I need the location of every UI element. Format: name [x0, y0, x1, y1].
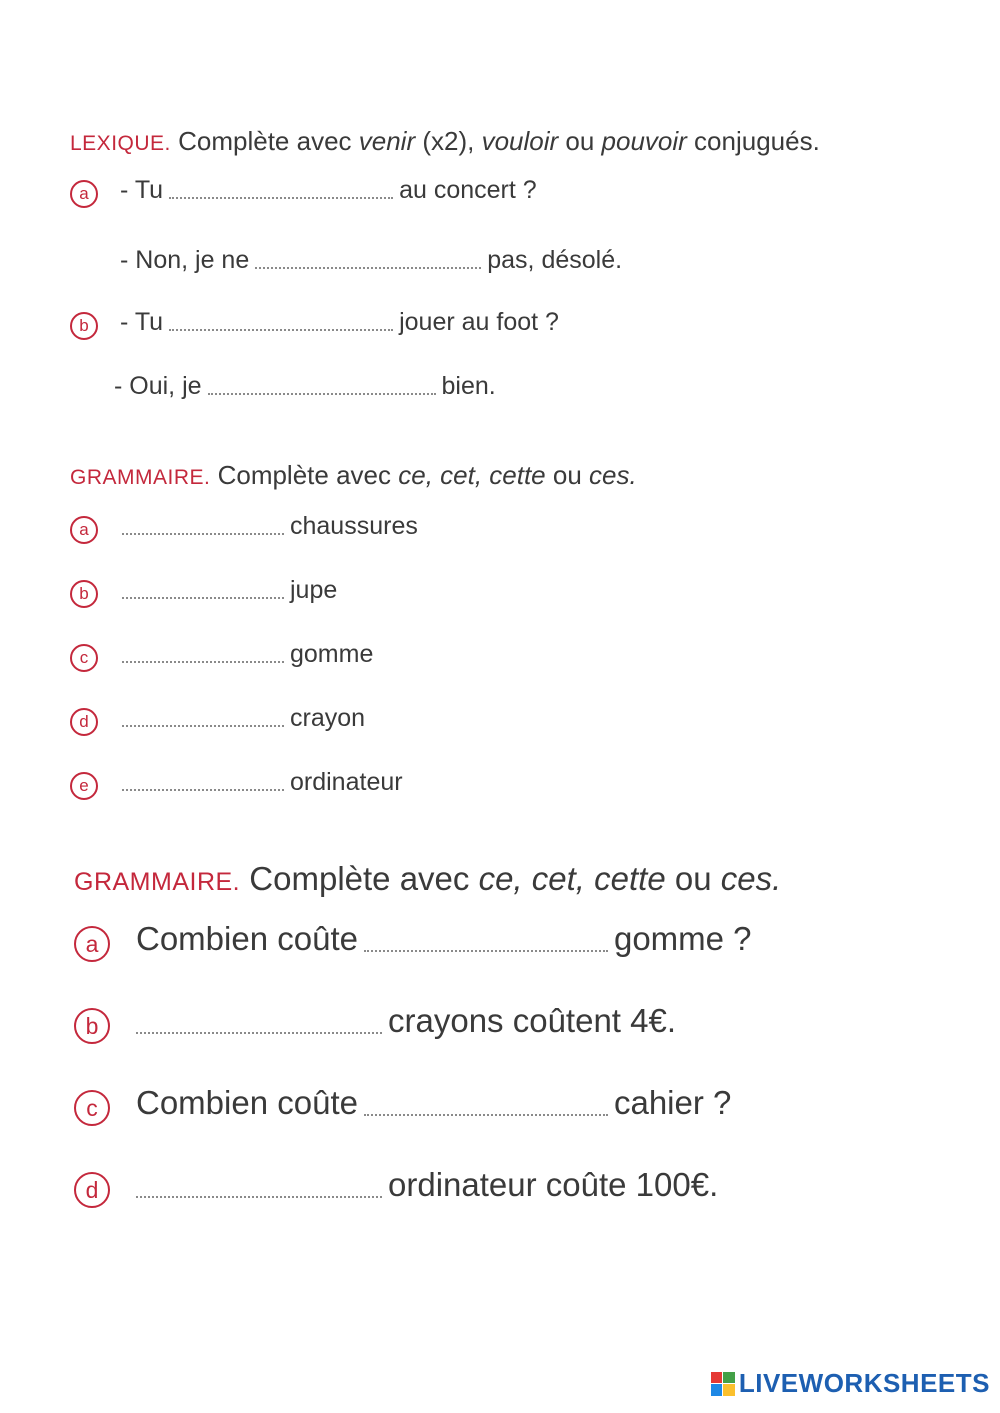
- item-letter-badge: b: [70, 580, 98, 608]
- section-keyword: LEXIQUE.: [70, 132, 171, 155]
- liveworksheets-watermark: [711, 1368, 990, 1399]
- item-letter-badge: a: [74, 926, 110, 962]
- exercise-line: crayons coûtent 4€.: [130, 1002, 676, 1040]
- exercise-line: - Tu jouer au foot ?: [120, 308, 559, 336]
- answer-blank[interactable]: [364, 1113, 608, 1116]
- section-grammaire-heading-large: GRAMMAIRE. Complète avec ce, cet, cette ou ces.: [74, 860, 782, 897]
- item-letter-badge: c: [70, 644, 98, 672]
- item-letter-badge: a: [70, 180, 98, 208]
- item-letter-badge: a: [70, 516, 98, 544]
- answer-blank[interactable]: [169, 328, 393, 331]
- item-letter-badge: c: [74, 1090, 110, 1126]
- exercise-line: Combien coûte gomme ?: [136, 920, 752, 957]
- item-letter-badge: d: [74, 1172, 110, 1208]
- exercise-line: ordinateur coûte 100€.: [130, 1166, 718, 1204]
- answer-blank[interactable]: [136, 1031, 382, 1034]
- item-letter-badge: e: [70, 772, 98, 800]
- exercise-line: Combien coûte cahier ?: [136, 1084, 732, 1121]
- item-letter-badge: b: [74, 1008, 110, 1044]
- answer-blank[interactable]: [255, 266, 481, 269]
- section-keyword: GRAMMAIRE.: [74, 868, 241, 896]
- exercise-line: chaussures: [116, 512, 418, 541]
- answer-blank[interactable]: [122, 788, 284, 791]
- exercise-line: crayon: [116, 704, 365, 733]
- answer-blank[interactable]: [364, 949, 608, 952]
- section-grammaire-heading: GRAMMAIRE. Complète avec ce, cet, cette ou ces.: [70, 460, 637, 490]
- exercise-line: - Non, je ne pas, désolé.: [120, 246, 623, 274]
- exercise-line: jupe: [116, 576, 337, 605]
- answer-blank[interactable]: [122, 660, 284, 663]
- answer-blank[interactable]: [136, 1195, 382, 1198]
- exercise-line: gomme: [116, 640, 373, 669]
- exercise-line: - Oui, je bien.: [114, 372, 496, 400]
- answer-blank[interactable]: [122, 596, 284, 599]
- liveworksheets-logo-icon: [711, 1372, 735, 1396]
- exercise-line: ordinateur: [116, 768, 403, 797]
- watermark-text: LIVEWORKSHEETS: [738, 1368, 990, 1398]
- answer-blank[interactable]: [122, 532, 284, 535]
- item-letter-badge: d: [70, 708, 98, 736]
- item-letter-badge: b: [70, 312, 98, 340]
- answer-blank[interactable]: [169, 196, 393, 199]
- answer-blank[interactable]: [208, 392, 436, 395]
- section-lexique-heading: LEXIQUE. Complète avec venir (x2), vouloir ou pouvoir conjugués.: [70, 126, 820, 156]
- answer-blank[interactable]: [122, 724, 284, 727]
- section-keyword: GRAMMAIRE.: [70, 466, 211, 489]
- exercise-line: - Tu au concert ?: [120, 176, 537, 204]
